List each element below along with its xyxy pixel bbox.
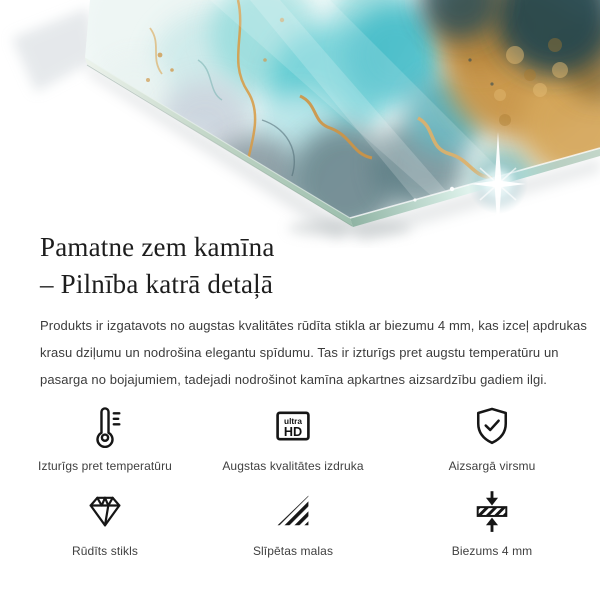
page-title-line1: Pamatne zem kamīna bbox=[40, 232, 275, 262]
edge-glint bbox=[450, 187, 454, 191]
feature-polished-edges bbox=[198, 487, 388, 558]
ultra-text: ultra bbox=[284, 416, 302, 426]
feature-label: Izturīgs pret temperatūru bbox=[38, 459, 172, 473]
product-image-glass-panel bbox=[0, 0, 600, 248]
diamond-icon bbox=[10, 487, 200, 535]
page-title-line2: – Pilnība katrā detaļā bbox=[40, 269, 274, 299]
feature-label: Aizsargā virsmu bbox=[448, 459, 536, 473]
feature-ultra-hd-print bbox=[198, 402, 388, 473]
hd-text: HD bbox=[283, 424, 303, 439]
feature-label: Slīpētas malas bbox=[252, 544, 334, 558]
product-description: Produkts ir izgatavots no augstas kvalitātes rūdīta stikla ar biezumu 4 mm, kas izceļ apdrukas krasu dziļumu un nodrošina elegantu spīdumu. Tas ir izturīgs pret augstu temperatūru un pasarga no bojajumiem, tadejadi nodrošinot kamīna apkartnes aizsardzību gadiem ilgi. bbox=[40, 318, 587, 387]
page-title bbox=[40, 229, 580, 303]
shield-check-icon bbox=[397, 402, 587, 450]
feature-label: Biezums 4 mm bbox=[451, 544, 533, 558]
feature-temperature-resistant bbox=[10, 402, 200, 473]
floor-reflection bbox=[12, 8, 98, 92]
feature-tempered-glass bbox=[10, 487, 200, 558]
feature-label: Augstas kvalitātes izdruka bbox=[222, 459, 364, 473]
thermometer-icon bbox=[10, 402, 200, 450]
feature-thickness-4mm bbox=[397, 487, 587, 558]
thickness-icon bbox=[397, 487, 587, 535]
feature-label: Rūdīts stikls bbox=[72, 544, 138, 558]
beveled-edges-icon bbox=[198, 487, 388, 535]
ultra-hd-icon bbox=[198, 402, 388, 450]
feature-protects-surface bbox=[397, 402, 587, 473]
